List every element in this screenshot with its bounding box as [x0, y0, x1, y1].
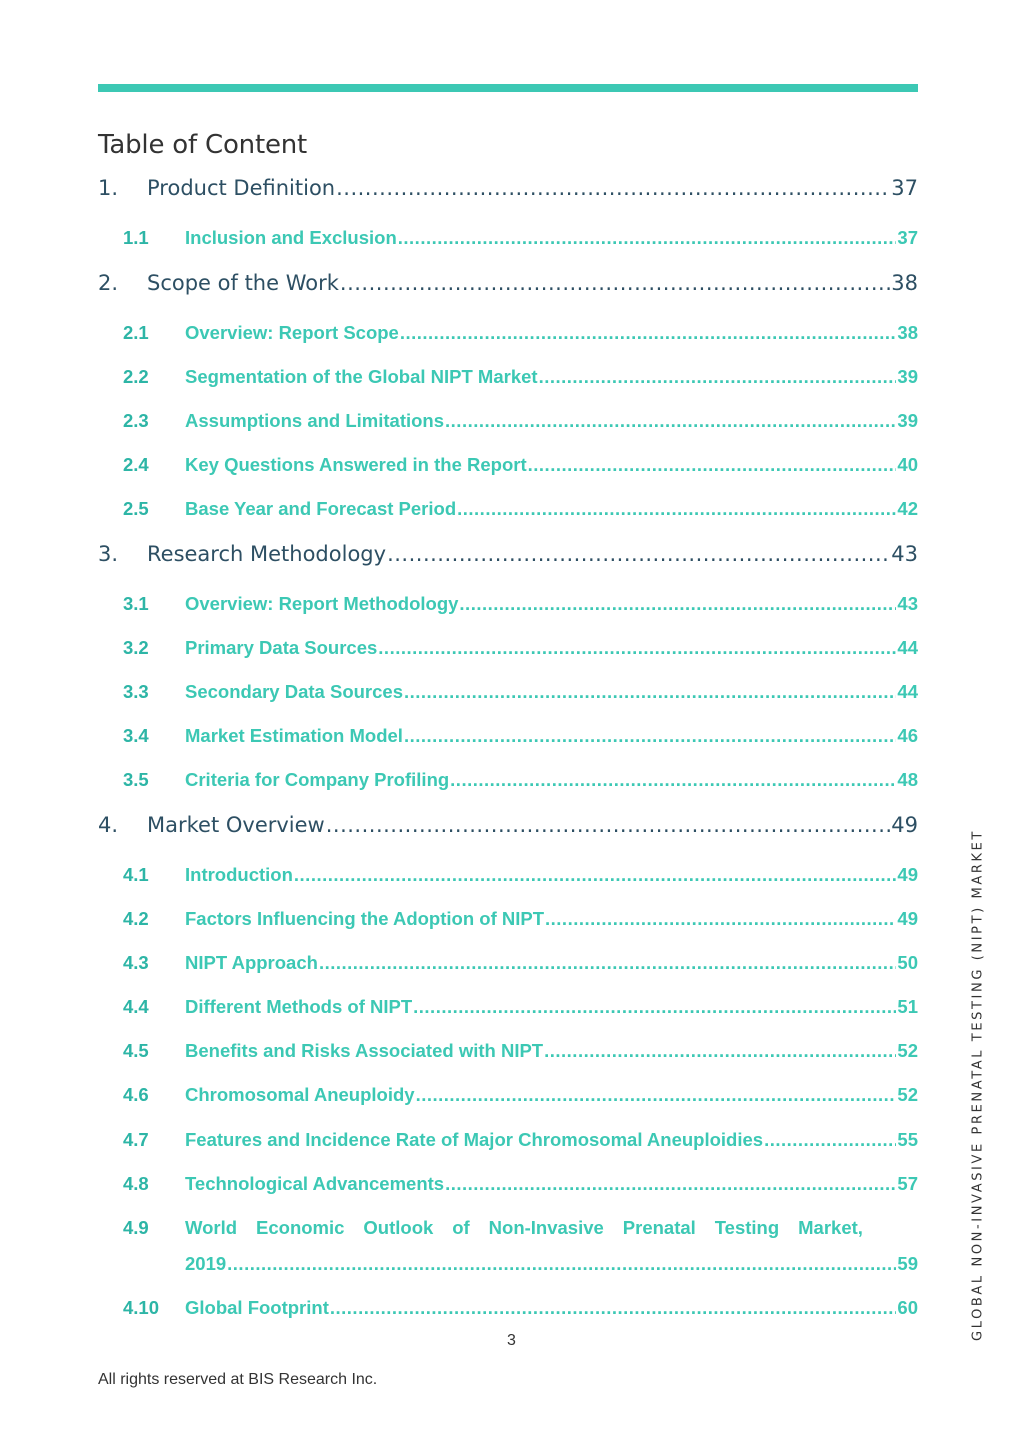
toc-page: 38: [891, 271, 918, 295]
toc-label-word: Testing: [714, 1217, 780, 1238]
toc-label: NIPT Approach: [185, 952, 318, 973]
toc-entry[interactable]: [98, 454, 918, 476]
toc-label: Base Year and Forecast Period: [185, 498, 457, 519]
toc-entry[interactable]: [98, 908, 918, 930]
toc-leader: [336, 176, 890, 200]
toc-leader: [457, 498, 896, 520]
toc-entry[interactable]: [98, 1297, 918, 1319]
toc-label: Inclusion and Exclusion: [185, 227, 397, 248]
toc-label: Primary Data Sources: [185, 637, 378, 658]
toc-entry[interactable]: [98, 725, 918, 747]
header-rule: [98, 84, 918, 92]
toc-page: 38: [897, 322, 918, 343]
toc-page: 37: [897, 227, 918, 248]
toc-page: 43: [891, 542, 918, 566]
toc-page: 44: [897, 637, 918, 658]
toc-label: Assumptions and Limitations: [185, 410, 445, 431]
side-running-title: GLOBAL NON-INVASIVE PRENATAL TESTING (NIPT) MARKET: [970, 829, 986, 1341]
toc-label: Secondary Data Sources: [185, 681, 403, 702]
toc-label-word: Economic: [256, 1217, 345, 1238]
toc-entry[interactable]: [98, 542, 918, 566]
toc-entry[interactable]: [98, 176, 918, 200]
toc-entry[interactable]: [98, 366, 918, 388]
toc-number: 1.1: [123, 227, 149, 248]
toc-label: Features and Incidence Rate of Major Chromosomal Aneuploidies: [185, 1129, 764, 1150]
toc-page: 55: [897, 1129, 918, 1150]
toc-label: 2019: [185, 1253, 227, 1274]
toc-page: 49: [891, 813, 918, 837]
toc-leader: [539, 366, 897, 388]
toc-leader: [340, 271, 890, 295]
toc-entry[interactable]: [98, 1129, 918, 1151]
toc-leader: [319, 952, 896, 974]
toc-page: 37: [891, 176, 918, 200]
toc-leader: [459, 593, 896, 615]
toc-number: 4.1: [123, 864, 149, 885]
toc-leader: [544, 1040, 896, 1062]
toc-label-word: Non-Invasive: [488, 1217, 604, 1238]
toc-label: Overview: Report Scope: [185, 322, 399, 343]
toc-leader: [378, 637, 896, 659]
toc-label: Overview: Report Methodology: [185, 593, 459, 614]
toc-label: Factors Influencing the Adoption of NIPT: [185, 908, 545, 929]
toc-leader: [450, 769, 896, 791]
toc-entry[interactable]: [98, 498, 918, 520]
toc-page: 40: [897, 454, 918, 475]
toc-label: Segmentation of the Global NIPT Market: [185, 366, 538, 387]
toc-leader: [445, 1173, 896, 1195]
toc-number: 4.10: [123, 1297, 160, 1318]
toc-label: Chromosomal Aneuploidy: [185, 1084, 415, 1105]
toc-entry[interactable]: [98, 813, 918, 837]
toc-label-word: Prenatal: [622, 1217, 696, 1238]
toc-page: 50: [897, 952, 918, 973]
toc-page: 42: [897, 498, 918, 519]
toc-entry[interactable]: [98, 227, 918, 249]
toc-leader: [400, 322, 897, 344]
toc-number: 2.2: [123, 366, 149, 387]
page-number: 3: [507, 1332, 516, 1349]
toc-entry[interactable]: [98, 996, 918, 1018]
toc-label: Product Definition: [147, 176, 336, 200]
footer-text: All rights reserved at BIS Research Inc.: [98, 1371, 378, 1388]
toc-number: 4.7: [123, 1129, 149, 1150]
toc-label: Introduction: [185, 864, 293, 885]
toc-entry[interactable]: [98, 681, 918, 703]
toc-number: 2.4: [123, 454, 149, 475]
toc-entry[interactable]: [98, 769, 918, 791]
toc-number: 2.3: [123, 410, 149, 431]
toc-entry[interactable]: [98, 593, 918, 615]
toc-number: 4.4: [123, 996, 149, 1017]
toc-leader: [326, 813, 891, 837]
toc-entry[interactable]: [98, 1084, 918, 1106]
toc-page: 60: [897, 1297, 918, 1318]
toc-number: 4.9: [123, 1217, 149, 1238]
toc-page: 52: [897, 1040, 918, 1061]
toc-leader: [398, 227, 897, 249]
toc-number: 2.: [98, 271, 119, 295]
toc-label-word: World: [185, 1217, 238, 1238]
toc-entry[interactable]: [98, 864, 918, 886]
toc-number: 4.2: [123, 908, 149, 929]
toc-number: 3.3: [123, 681, 149, 702]
toc-entry[interactable]: [98, 637, 918, 659]
toc-entry[interactable]: [98, 410, 918, 432]
toc-entry[interactable]: [98, 322, 918, 344]
toc-entry[interactable]: [98, 271, 918, 295]
toc-entry[interactable]: [98, 952, 918, 974]
toc-page: 39: [897, 366, 918, 387]
toc-page: 43: [897, 593, 918, 614]
toc-label: Market Overview: [147, 813, 325, 837]
toc-number: 1.: [98, 176, 119, 200]
toc-page: 49: [897, 908, 918, 929]
toc-label-word: Market,: [798, 1217, 863, 1238]
toc-leader: [445, 410, 896, 432]
toc-number: 4.6: [123, 1084, 149, 1105]
toc-number: 2.5: [123, 498, 149, 519]
toc-label: Key Questions Answered in the Report: [185, 454, 527, 475]
toc-page: 59: [897, 1253, 918, 1274]
toc-leader: [528, 454, 897, 476]
toc-number: 4.5: [123, 1040, 149, 1061]
toc-leader: [294, 864, 897, 886]
toc-leader: [416, 1084, 897, 1106]
toc-page: 52: [897, 1084, 918, 1105]
toc-label: Criteria for Company Profiling: [185, 769, 450, 790]
toc-page: 51: [897, 996, 918, 1017]
toc-number: 3.4: [123, 725, 149, 746]
toc-leader: [404, 725, 896, 747]
toc-label: Technological Advancements: [185, 1173, 445, 1194]
toc-label: Research Methodology: [147, 542, 387, 566]
toc-leader: [387, 542, 890, 566]
toc-label: Different Methods of NIPT: [185, 996, 413, 1017]
toc-page: 46: [897, 725, 918, 746]
toc-label-word: of: [452, 1217, 470, 1238]
toc-label-word: Outlook: [363, 1217, 434, 1238]
page-title: Table of Content: [98, 130, 308, 160]
toc-leader: [764, 1129, 896, 1151]
toc-number: 3.2: [123, 637, 149, 658]
toc-label: Scope of the Work: [147, 271, 339, 295]
toc-entry[interactable]: [98, 1173, 918, 1195]
toc-leader: [545, 908, 896, 930]
toc-entry[interactable]: [98, 1040, 918, 1062]
toc-label: Market Estimation Model: [185, 725, 403, 746]
toc-number: 4.8: [123, 1173, 149, 1194]
toc-number: 3.: [98, 542, 119, 566]
toc-page: 39: [897, 410, 918, 431]
toc-page: 49: [897, 864, 918, 885]
toc-page: 57: [897, 1173, 918, 1194]
toc-number: 3.1: [123, 593, 149, 614]
toc-number: 3.5: [123, 769, 149, 790]
toc-leader: [413, 996, 896, 1018]
toc-entry-continuation[interactable]: [185, 1253, 918, 1275]
toc-number: 4.: [98, 813, 119, 837]
toc-page: 48: [897, 769, 918, 790]
toc-leader: [227, 1253, 896, 1275]
toc-label-line[interactable]: [185, 1217, 863, 1239]
toc-number: 2.1: [123, 322, 149, 343]
toc-page: 44: [897, 681, 918, 702]
toc-number: 4.3: [123, 952, 149, 973]
toc-leader: [404, 681, 896, 703]
toc-label: Benefits and Risks Associated with NIPT: [185, 1040, 544, 1061]
toc-leader: [330, 1297, 897, 1319]
toc-label: Global Footprint: [185, 1297, 329, 1318]
